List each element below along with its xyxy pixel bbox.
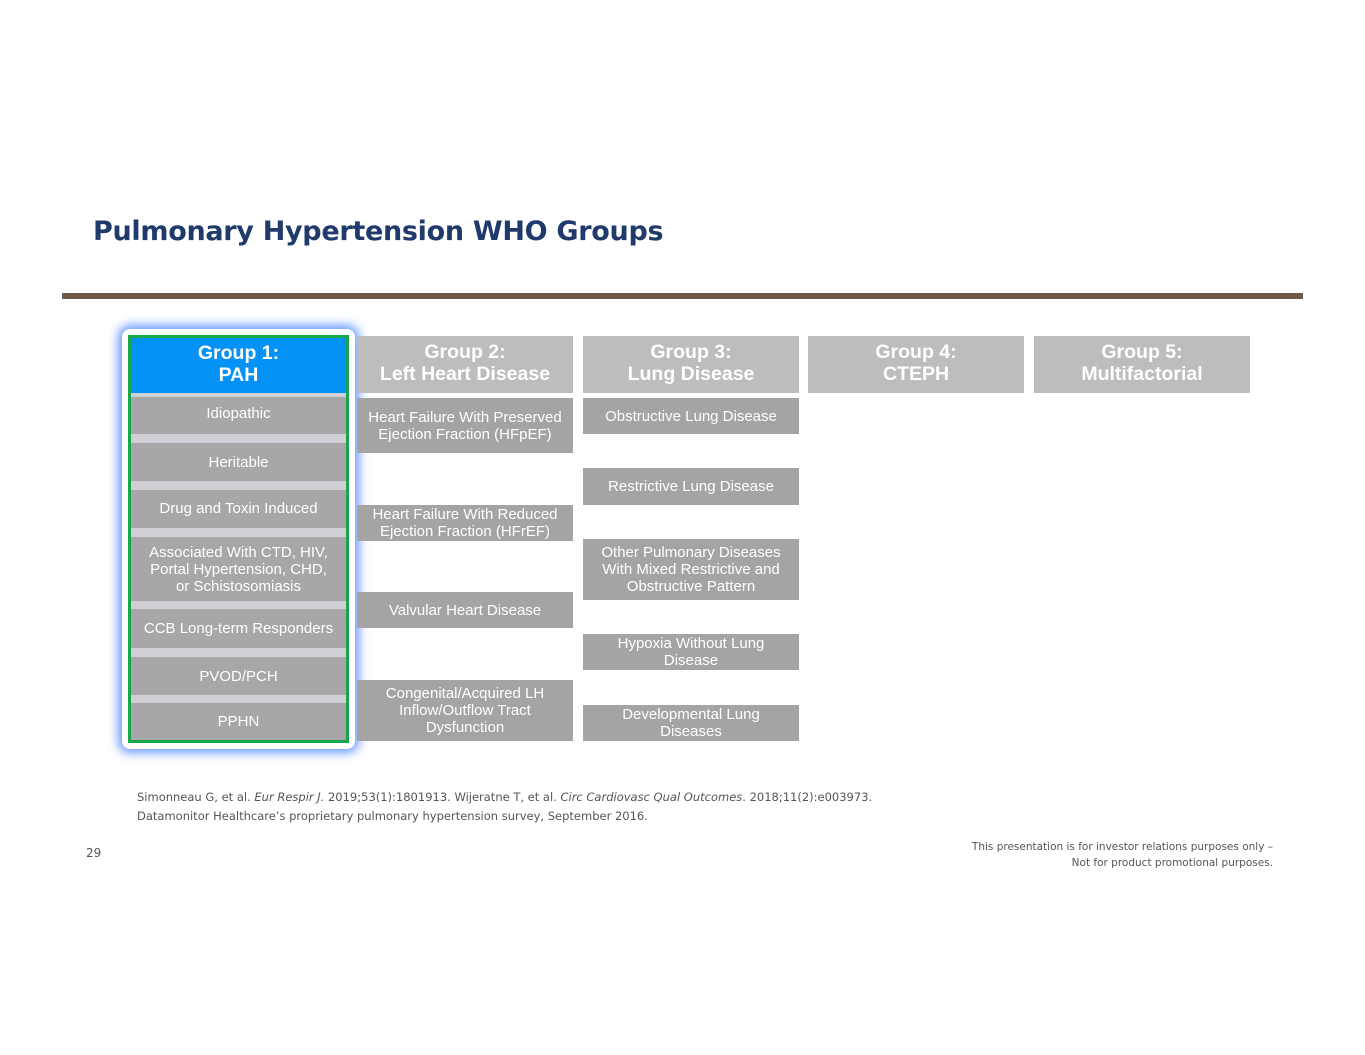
- group4-header-number: Group 4:: [875, 341, 957, 363]
- group1-item-pvod-pch: PVOD/PCH: [131, 657, 346, 695]
- group3-header-name: Lung Disease: [627, 363, 755, 385]
- group3-header-number: Group 3:: [650, 341, 732, 363]
- reference-citation-1: 2019;53(1):1801913. Wijeratne T, et al.: [324, 790, 561, 804]
- group2-item-hfpef: Heart Failure With Preserved Ejection Fraction (HFpEF): [357, 398, 573, 453]
- group1-item-pphn: PPHN: [131, 703, 346, 740]
- group5-header: [1034, 336, 1250, 393]
- group2-header-name: Left Heart Disease: [379, 363, 551, 385]
- group4-header-name: CTEPH: [882, 363, 950, 385]
- reference-journal-2: Circ Cardiovasc Qual Outcomes: [560, 790, 743, 804]
- reference-authors-1: Simonneau G, et al.: [137, 790, 255, 804]
- group2-header-number: Group 2:: [424, 341, 506, 363]
- group3-item-mixed-pattern: Other Pulmonary Diseases With Mixed Restrictive and Obstructive Pattern: [583, 539, 799, 600]
- reference-journal-1: Eur Respir J.: [254, 790, 325, 804]
- group1-highlight-frame: [128, 335, 349, 743]
- reference-line-1: [137, 788, 872, 807]
- page-number: 29: [86, 846, 102, 860]
- group1-item-heritable: Heritable: [131, 443, 346, 481]
- group3-item-restrictive: Restrictive Lung Disease: [583, 468, 799, 505]
- group3-item-developmental: Developmental Lung Diseases: [583, 705, 799, 741]
- group3-item-hypoxia: Hypoxia Without Lung Disease: [583, 634, 799, 670]
- reference-citation-2: . 2018;11(2):e003973.: [742, 790, 873, 804]
- group1-item-associated: Associated With CTD, HIV, Portal Hypertension, CHD, or Schistosomiasis: [131, 537, 346, 601]
- disclaimer-line-2: Not for product promotional purposes.: [1071, 857, 1273, 869]
- group2-item-hfref: Heart Failure With Reduced Ejection Fraction (HFrEF): [357, 505, 573, 541]
- group5-header-number: Group 5:: [1101, 341, 1183, 363]
- group1-item-idiopathic: Idiopathic: [131, 397, 346, 434]
- reference-line-2: Datamonitor Healthcare’s proprietary pulmonary hypertension survey, September 2016.: [137, 809, 648, 823]
- title-divider: [62, 293, 1303, 299]
- group1-header-name: PAH: [218, 364, 259, 386]
- disclaimer: [972, 839, 1273, 871]
- group3-item-obstructive: Obstructive Lung Disease: [583, 398, 799, 434]
- group2-item-congenital: Congenital/Acquired LH Inflow/Outflow Tract Dysfunction: [357, 680, 573, 741]
- references: [137, 788, 872, 826]
- group1-item-ccb-responders: CCB Long-term Responders: [131, 609, 346, 648]
- disclaimer-line-1: This presentation is for investor relations purposes only –: [971, 841, 1273, 853]
- group2-header: [357, 336, 573, 393]
- group3-header: [583, 336, 799, 393]
- group5-header-name: Multifactorial: [1081, 363, 1203, 385]
- group1-header-number: Group 1:: [197, 342, 280, 364]
- group2-item-valvular: Valvular Heart Disease: [357, 592, 573, 628]
- page-title: Pulmonary Hypertension WHO Groups: [93, 216, 664, 247]
- group1-item-drug-toxin: Drug and Toxin Induced: [131, 490, 346, 528]
- group4-header: [808, 336, 1024, 393]
